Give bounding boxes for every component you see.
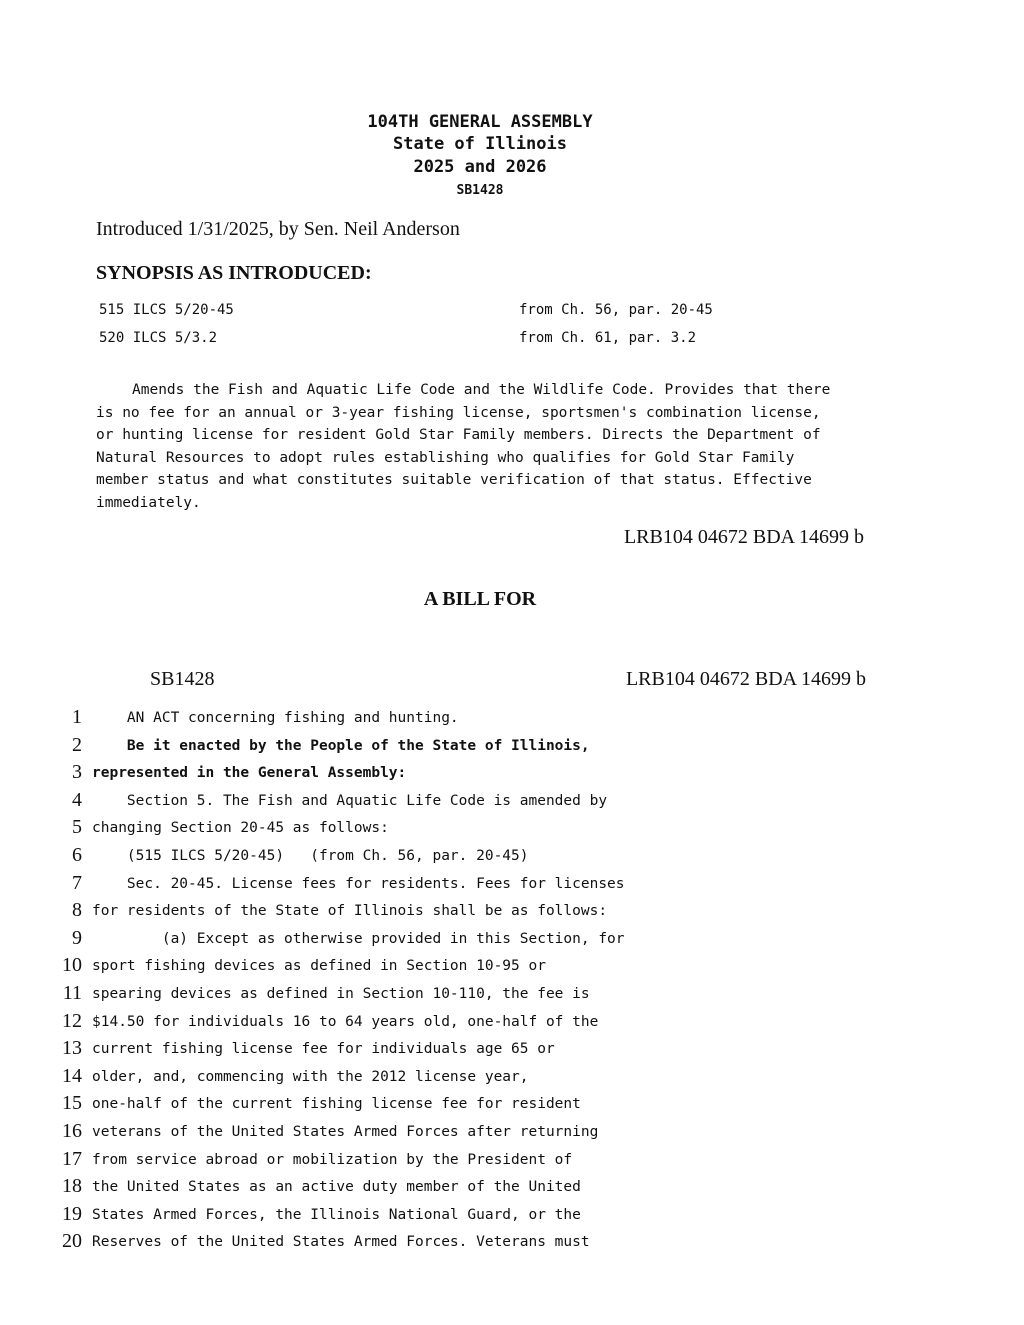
synopsis-summary [96,379,876,515]
introduced-line: Introduced 1/31/2025, by Sen. Neil Anderson [96,218,460,240]
summary-line: or hunting license for resident Gold Star Family members. Directs the Department of [96,427,821,444]
summary-line: immediately. [96,494,201,511]
line-text: one-half of the current fishing license fee for resident [92,1096,581,1113]
lrb-code: LRB104 04672 BDA 14699 b [623,526,864,548]
years-heading: 2025 and 2026 [413,157,547,177]
citation-source-1: from Ch. 56, par. 20-45 [519,302,713,318]
line-text: Sec. 20-45. License fees for residents. Fees for licenses [92,875,625,892]
line-text: represented in the General Assembly: [92,765,407,782]
line-number: 4 [72,788,82,811]
line-text: veterans of the United States Armed Forces after returning [92,1124,599,1140]
line-text: current fishing license fee for individuals age 65 or [92,1041,555,1058]
summary-line: is no fee for an annual or 3-year fishing license, sportsmen's combination license, [96,404,821,421]
summary-line: Amends the Fish and Aquatic Life Code and the Wildlife Code. Provides that there [132,382,831,398]
line-text: spearing devices as defined in Section 10-110, the fee is [92,986,590,1002]
line-text: for residents of the State of Illinois shall be as follows: [92,903,608,920]
line-number: 5 [72,816,82,839]
line-text: AN ACT concerning fishing and hunting. [92,710,459,726]
page-header-bill: SB1428 [150,668,215,690]
line-text: (a) Except as otherwise provided in this Section, for [92,930,625,947]
line-text: $14.50 for individuals 16 to 64 years old, one-half of the [92,1013,599,1030]
page-header-lrb: LRB104 04672 BDA 14699 b [625,668,866,690]
line-text: Reserves of the United States Armed Forces. Veterans must [92,1234,590,1251]
line-number: 8 [72,899,82,922]
line-number: 18 [62,1175,82,1198]
line-number: 20 [62,1230,82,1253]
citation-statute-1: 515 ILCS 5/20-45 [99,302,234,318]
line-number: 15 [62,1092,82,1115]
line-number: 10 [62,954,82,977]
line-number: 9 [72,926,82,949]
line-number: 17 [62,1147,82,1170]
assembly-heading: 104TH GENERAL ASSEMBLY [367,112,593,132]
line-number: 6 [72,844,82,866]
line-number: 13 [62,1037,82,1060]
line-text: sport fishing devices as defined in Section 10-95 or [92,958,546,975]
line-number: 2 [72,733,82,756]
summary-line: member status and what constitutes suitable verification of that status. Effective [96,472,812,489]
line-number: 1 [72,706,82,728]
citation-statute-2: 520 ILCS 5/3.2 [99,330,218,346]
line-text: from service abroad or mobilization by the President of [92,1151,573,1168]
synopsis-heading: SYNOPSIS AS INTRODUCED: [96,262,372,284]
line-text: older, and, commencing with the 2012 license year, [92,1068,529,1085]
line-text: changing Section 20-45 as follows: [92,820,389,837]
line-number: 3 [72,761,82,784]
line-number: 11 [62,982,82,1004]
line-number: 19 [62,1202,82,1225]
line-number: 16 [62,1120,82,1142]
state-heading: State of Illinois [393,134,567,154]
citation-source-2: from Ch. 61, par. 3.2 [519,330,697,346]
bill-for-heading: A BILL FOR [423,588,537,610]
line-text: (515 ILCS 5/20-45) (from Ch. 56, par. 20-45) [92,848,529,864]
bill-number: SB1428 [456,183,504,198]
line-text: Section 5. The Fish and Aquatic Life Code is amended by [92,792,608,809]
line-text: States Armed Forces, the Illinois National Guard, or the [92,1206,581,1223]
line-text: Be it enacted by the People of the State of Illinois, [92,737,590,754]
line-number: 7 [72,871,82,894]
line-number: 12 [62,1009,82,1032]
line-text: the United States as an active duty member of the United [92,1179,581,1196]
summary-line: Natural Resources to adopt rules establishing who qualifies for Gold Star Family [96,449,795,466]
line-number: 14 [62,1064,82,1087]
